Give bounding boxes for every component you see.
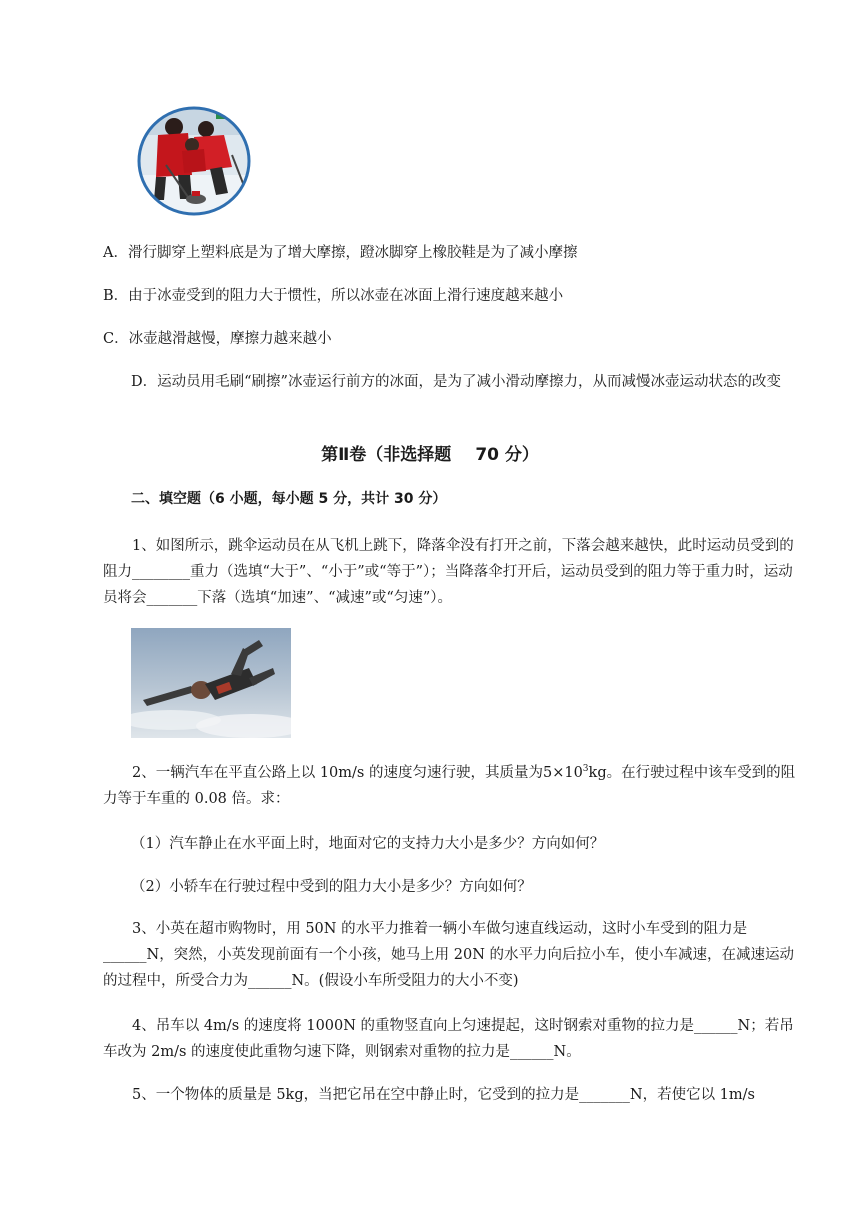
question-5: 5、一个物体的质量是 5kg，当把它吊在空中静止时，它受到的拉力是_______N，若使它以 1m/s	[132, 1087, 755, 1103]
option-d: D．运动员用毛刷“刷擦”冰壶运行前方的冰面，是为了减小滑动摩擦力，从而减慢冰壶运动状态的改变	[131, 374, 781, 390]
option-b: B．由于冰壶受到的阻力大于惯性，所以冰壶在冰面上滑行速度越来越小	[103, 288, 564, 304]
skydiver-image	[131, 628, 291, 738]
curling-image	[136, 105, 252, 217]
option-a: A．滑行脚穿上塑料底是为了增大摩擦，蹬冰脚穿上橡胶鞋是为了减小摩擦	[103, 245, 578, 261]
part-heading: 二、填空题（6 小题，每小题 5 分，共计 30 分）	[131, 491, 447, 507]
question-2-sub-2: （2）小轿车在行驶过程中受到的阻力大小是多少？方向如何？	[131, 879, 532, 895]
question-2-sub-1: （1）汽车静止在水平面上时，地面对它的支持力大小是多少？方向如何？	[131, 836, 605, 852]
question-3: 3、小英在超市购物时，用 50N 的水平力推着一辆小车做匀速直线运动，这时小车受到的阻力是______N，突然，小英发现前面有一个小孩，她马上用 20N 的水平力向后拉小车，使小车减速，在减速运动的过程中，所受合力为______N。(假设小车所受阻力的大小不变)	[103, 921, 795, 989]
section-title: 第Ⅱ卷（非选择题 70 分）	[321, 445, 539, 465]
question-2: 2、一辆汽车在平直公路上以 10m/s 的速度匀速行驶，其质量为$5\times 10^3kg$。在行驶过程中该车受到的阻力等于车重的 0.08 倍。求：	[103, 764, 796, 807]
question-1: 1、如图所示，跳伞运动员在从飞机上跳下，降落伞没有打开之前，下落会越来越快，此时运动员受到的阻力________重力（选填“大于”、“小于”或“等于”）；当降落伞打开后，运动员受到的阻力等于重力时，运动员将会_______下落（选填“加速”、“减速”或“匀速”）。	[103, 538, 794, 606]
question-4: 4、吊车以 4m/s 的速度将 1000N 的重物竖直向上匀速提起，这时钢索对重物的拉力是______N；若吊车改为 2m/s 的速度使此重物匀速下降，则钢索对重物的拉力是______N。	[103, 1018, 794, 1060]
option-c: C．冰壶越滑越慢，摩擦力越来越小	[103, 331, 332, 347]
